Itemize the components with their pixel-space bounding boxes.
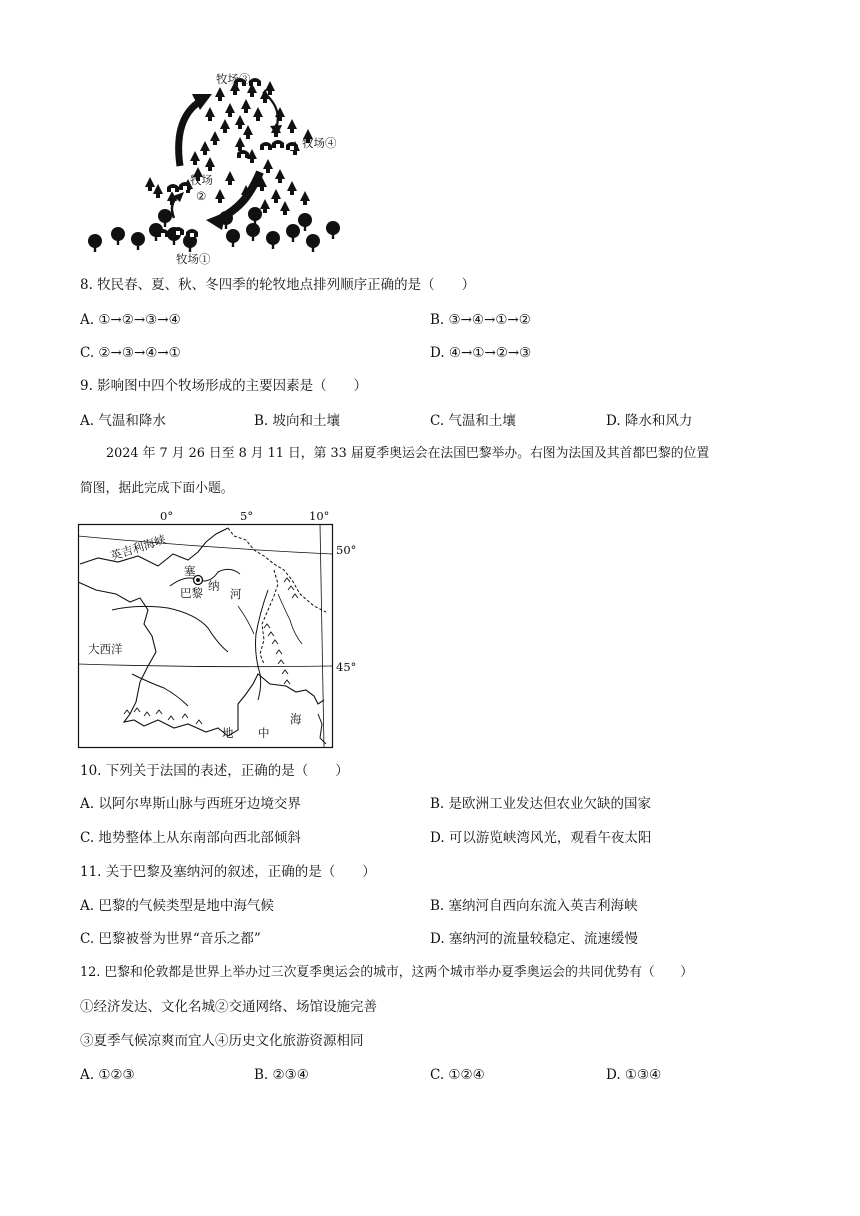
map-lat-50: 50° <box>336 543 357 557</box>
map-label-seine-3: 河 <box>230 587 242 601</box>
pasture-label-2a: 牧场 <box>190 173 213 187</box>
q12-statements-2: ③夏季气候凉爽而宜人④历史文化旅游资源相同 <box>80 1033 364 1049</box>
q9-option-d[interactable]: D. 降水和风力 <box>606 413 693 429</box>
map-lon-10: 10° <box>309 509 330 523</box>
q10-option-a[interactable]: A. 以阿尔卑斯山脉与西班牙边境交界 <box>80 796 301 812</box>
intro-line-1: 2024 年 7 月 26 日至 8 月 11 日，第 33 届夏季奥运会在法国巴黎举办。右图为法国及其首都巴黎的位置 <box>106 446 710 461</box>
q11-stem: 11. 关于巴黎及塞纳河的叙述，正确的是（ ） <box>80 864 376 880</box>
q9-option-c[interactable]: C. 气温和土壤 <box>430 413 516 429</box>
q10-option-c[interactable]: C. 地势整体上从东南部向西北部倾斜 <box>80 830 301 846</box>
q12-stem: 12. 巴黎和伦敦都是世界上举办过三次夏季奥运会的城市，这两个城市举办夏季奥运会的共同优势有（ ） <box>80 965 694 980</box>
q10-option-d[interactable]: D. 可以游览峡湾风光，观看午夜太阳 <box>430 830 652 846</box>
map-label-atlantic: 大西洋 <box>88 642 123 656</box>
q8-option-d[interactable]: D. ④→①→②→③ <box>430 345 532 361</box>
q10-option-b[interactable]: B. 是欧洲工业发达但农业欠缺的国家 <box>430 796 652 812</box>
q11-option-d[interactable]: D. 塞纳河的流量较稳定、流速缓慢 <box>430 931 638 947</box>
q8-option-b[interactable]: B. ③→④→①→② <box>430 312 531 328</box>
q9-option-b[interactable]: B. 坡向和土壤 <box>254 413 341 429</box>
map-label-seine-2: 纳 <box>208 579 220 593</box>
map-label-paris: 巴黎 <box>180 586 203 600</box>
arrow-up-left <box>179 100 202 166</box>
map-label-med-1: 地 <box>222 726 234 740</box>
q11-option-b[interactable]: B. 塞纳河自西向东流入英吉利海峡 <box>430 898 638 914</box>
pasture-label-1: 牧场① <box>176 252 211 266</box>
q12-option-c[interactable]: C. ①②④ <box>430 1067 485 1083</box>
map-label-seine-1: 塞 <box>184 564 196 578</box>
pasture-label-4: 牧场④ <box>302 136 337 150</box>
q8-option-a[interactable]: A. ①→②→③→④ <box>80 312 181 328</box>
q12-statements-1: ①经济发达、文化名城②交通网络、场馆设施完善 <box>80 999 377 1015</box>
q9-stem: 9. 影响图中四个牧场形成的主要因素是（ ） <box>80 378 368 394</box>
map-label-med-2: 中 <box>258 726 270 740</box>
pasture-label-3: 牧场③ <box>216 72 251 86</box>
q12-option-b[interactable]: B. ②③④ <box>254 1067 309 1083</box>
map-label-channel: 英吉利海峡 <box>108 532 168 564</box>
q12-option-a[interactable]: A. ①②③ <box>80 1067 135 1083</box>
q12-option-d[interactable]: D. ①③④ <box>606 1067 662 1083</box>
map-label-med-3: 海 <box>290 712 302 726</box>
q11-option-c[interactable]: C. 巴黎被誉为世界“音乐之都” <box>80 931 261 947</box>
pasture-trees-bottom <box>88 207 340 252</box>
map-lon-0: 0° <box>160 509 174 523</box>
map-lat-45: 45° <box>336 660 357 674</box>
pasture-rotation-figure <box>80 68 360 268</box>
q8-option-c[interactable]: C. ②→③→④→① <box>80 345 181 361</box>
q8-stem: 8. 牧民春、夏、秋、冬四季的轮牧地点排列顺序正确的是（ ） <box>80 277 476 293</box>
q11-option-a[interactable]: A. 巴黎的气候类型是地中海气候 <box>80 898 274 914</box>
map-lon-5: 5° <box>240 509 254 523</box>
q9-option-a[interactable]: A. 气温和降水 <box>80 413 166 429</box>
intro-line-2: 简图，据此完成下面小题。 <box>80 481 234 496</box>
q10-stem: 10. 下列关于法国的表述，正确的是（ ） <box>80 763 349 779</box>
pasture-label-2b: ② <box>196 189 207 203</box>
